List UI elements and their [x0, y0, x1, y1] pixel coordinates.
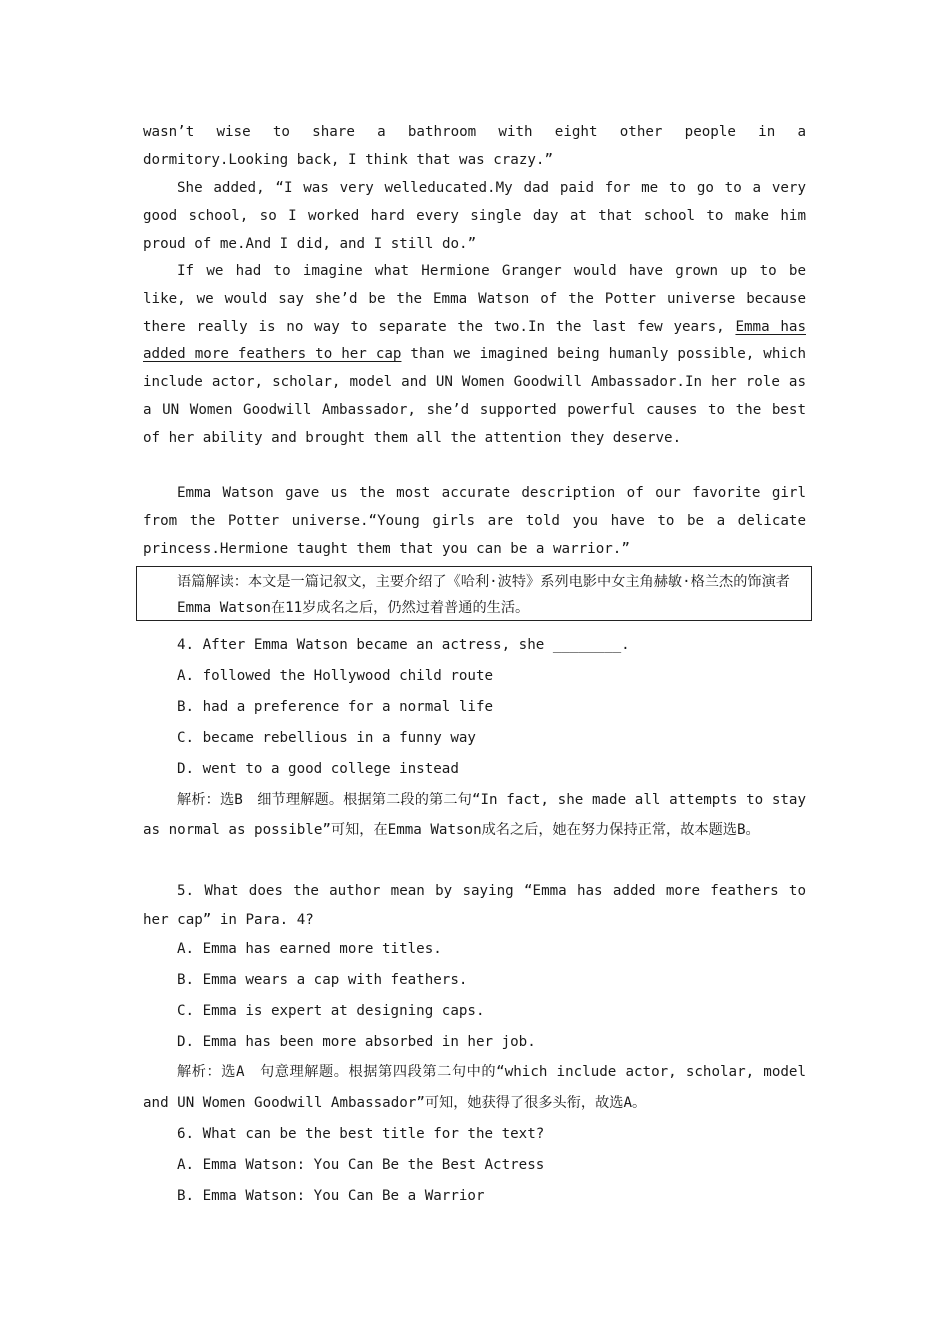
paragraph-3-text-after: than we imagined being humanly possible, which include actor, scholar, model and UN Women Goodwill Ambassador.In her role as a UN Women Goodwill Ambassador, she’d supported powerful causes to the best of her ability and brought them all the attention they deserve.: [143, 346, 806, 446]
paragraph-3-text-before: If we had to imagine what Hermione Granger would have grown up to be like, we would say she’d be the Emma Watson of the Potter universe because there really is no way to separate the two.In the last few years,: [143, 263, 806, 335]
question-4-option-c: C. became rebellious in a funny way: [177, 730, 476, 746]
question-6-option-b: B. Emma Watson: You Can Be a Warrior: [177, 1188, 485, 1204]
question-4-option-b: B. had a preference for a normal life: [177, 699, 494, 715]
reading-summary-text: 语篇解读：本文是一篇记叙文，主要介绍了《哈利·波特》系列电影中女主角赫敏·格兰杰的饰演者Emma Watson在11岁成名之后，仍然过着普通的生活。: [177, 574, 790, 616]
reading-summary-box: [136, 566, 812, 621]
question-5-option-d: D. Emma has been more absorbed in her job.: [177, 1034, 536, 1050]
question-4-option-d: D. went to a good college instead: [177, 761, 459, 777]
question-6-stem: 6. What can be the best title for the text?: [177, 1126, 545, 1142]
question-6-option-a: A. Emma Watson: You Can Be the Best Actress: [177, 1157, 545, 1173]
question-5-analysis: 解析：选A 句意理解题。根据第四段第二句中的“which include actor, scholar, model and UN Women Goodwill Ambassador”可知，她获得了很多头衔，故选A。: [143, 1064, 806, 1111]
question-5-option-c: C. Emma is expert at designing caps.: [177, 1003, 485, 1019]
passage-paragraph-3: [143, 258, 806, 453]
underlined-phrase: Emma has added more feathers to her cap: [143, 318, 806, 363]
question-5-option-b: B. Emma wears a cap with feathers.: [177, 972, 468, 988]
question-4-option-a: A. followed the Hollywood child route: [177, 668, 494, 684]
question-4-analysis: 解析：选B 细节理解题。根据第二段的第二句“In fact, she made all attempts to stay as normal as possible”可知，在Emma Watson成名之后，她在努力保持正常，故本题选B。: [143, 792, 806, 838]
question-5-stem: 5. What does the author mean by saying “Emma has added more feathers to her cap” in Para. 4?: [143, 883, 806, 928]
question-4-stem: 4. After Emma Watson became an actress, she ________.: [177, 637, 630, 653]
passage-paragraph-4: Emma Watson gave us the most accurate description of our favorite girl from the Potter universe.“Young girls are told you have to be a delicate princess.Hermione taught them that you can be a warrior.”: [143, 485, 806, 557]
passage-paragraph-2: She added, “I was very welleducated.My dad paid for me to go to a very good school, so I worked hard every single day at that school to make him proud of me.And I did, and I still do.”: [143, 180, 806, 252]
passage-paragraph-1-continued: wasn’t wise to share a bathroom with eight other people in a dormitory.Looking back, I think that was crazy.”: [143, 124, 806, 168]
question-5-option-a: A. Emma has earned more titles.: [177, 941, 442, 957]
